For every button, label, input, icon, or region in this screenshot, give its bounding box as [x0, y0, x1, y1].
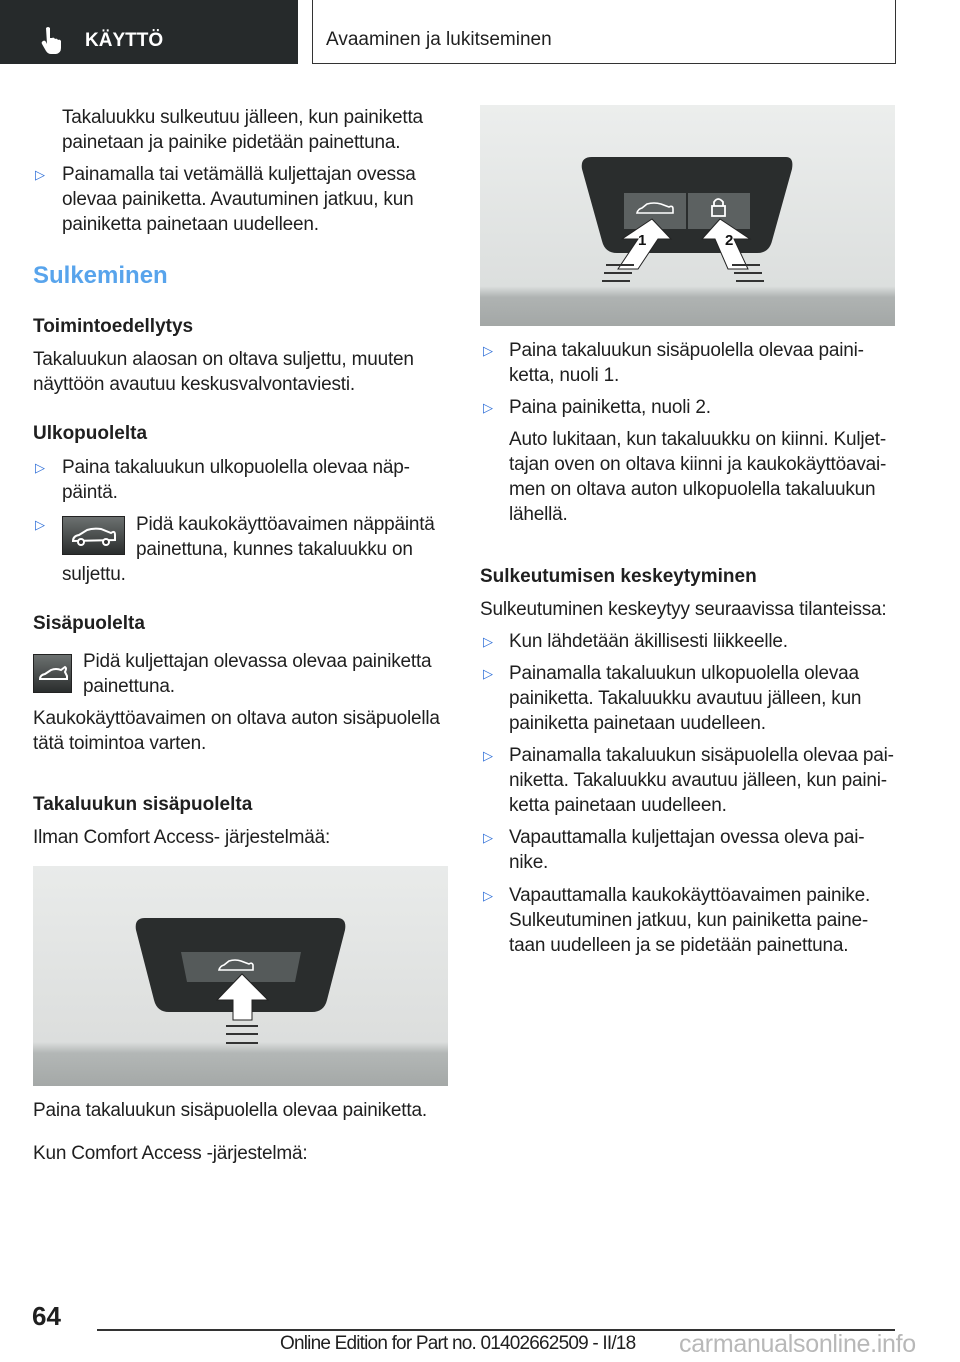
text-line: taan uudelleen ja se pidetään painettuna.	[509, 935, 849, 956]
arrow-2-label: 2	[725, 232, 734, 249]
bullet-icon: ▷	[483, 343, 493, 358]
text-line: Sulkeutuminen jatkuu, kun painiketta paine-	[509, 910, 868, 931]
subheading: Toimintoedellytys	[33, 316, 194, 337]
text-line: Auto lukitaan, kun takaluukku on kiinni. Kuljet-	[509, 429, 886, 450]
text-line: Pidä kaukokäyttöavaimen näppäintä	[136, 514, 435, 535]
bullet-icon: ▷	[35, 517, 45, 532]
page-number: 64	[32, 1301, 61, 1331]
text-line: Paina takaluukun sisäpuolella olevaa paini-	[509, 340, 864, 361]
arrow-1-label: 1	[638, 232, 647, 249]
text-line: niketta. Takaluukku avautuu jälleen, kun paini-	[509, 770, 887, 791]
paragraph	[33, 347, 414, 397]
section-heading: Sulkeminen	[33, 262, 168, 289]
text-line: painiketta painetaan uudelleen.	[62, 214, 319, 235]
text-line: tätä toimintoa varten.	[33, 733, 207, 754]
section-tab	[0, 0, 298, 64]
bullet-icon: ▷	[483, 748, 493, 763]
text-line: näyttöön avautuu keskusvalvontaviesti.	[33, 374, 355, 395]
subheading: Takaluukun sisäpuolelta	[33, 794, 253, 815]
hand-pointer-icon	[40, 26, 66, 54]
text-line: nike.	[509, 852, 549, 873]
section-label: KÄYTTÖ	[85, 30, 164, 51]
text-line: ketta painetaan uudelleen.	[509, 795, 727, 816]
bullet-icon: ▷	[483, 400, 493, 415]
text-line: Paina takaluukun ulkopuolella olevaa näp-	[62, 457, 410, 478]
text-line: lähellä.	[509, 504, 568, 525]
text-line: olevaa painiketta. Avautuminen jatkuu, kun	[62, 189, 414, 210]
list-item	[62, 455, 410, 505]
text-line: Vapauttamalla kuljettajan ovessa oleva pai-	[509, 827, 865, 848]
text-line: Paina painiketta, nuoli 2.	[509, 397, 711, 418]
list-item	[509, 743, 894, 818]
watermark: carmanualsonline.info	[679, 1330, 916, 1358]
text-line: painettuna, kunnes takaluukku on	[136, 539, 413, 560]
tailgate-inside-button-illustration	[33, 866, 448, 1086]
footer-edition: Online Edition for Part no. 01402662509 - II/18	[280, 1333, 636, 1354]
subheading: Ulkopuolelta	[33, 423, 148, 444]
text-line: Pidä kuljettajan olevassa olevaa painiketta	[83, 651, 432, 672]
tailgate-comfort-access-buttons-illustration	[480, 105, 895, 326]
chapter-title: Avaaminen ja lukitseminen	[326, 29, 552, 50]
paragraph: Sulkeutuminen keskeytyy seuraavissa tilanteissa:	[480, 599, 887, 620]
paragraph	[509, 427, 886, 527]
list-item	[509, 825, 864, 875]
text-line: suljettu.	[62, 564, 126, 585]
text-line: päintä.	[62, 482, 118, 503]
list-item	[509, 883, 870, 958]
paragraph	[83, 649, 431, 699]
text-line: ketta, nuoli 1.	[509, 365, 620, 386]
bullet-icon: ▷	[483, 666, 493, 681]
text-line: painiketta painetaan uudelleen.	[509, 713, 766, 734]
chapter-header	[312, 0, 896, 64]
remote-tailgate-button-icon	[62, 516, 125, 555]
text-line: painettuna.	[83, 676, 175, 697]
bullet-icon: ▷	[483, 830, 493, 845]
bullet-icon: ▷	[483, 888, 493, 903]
paragraph: Kun Comfort Access -järjestelmä:	[33, 1143, 308, 1164]
bullet-icon: ▷	[483, 634, 493, 649]
paragraph	[62, 105, 423, 155]
list-item	[62, 162, 416, 237]
list-item	[509, 338, 864, 388]
text-line: Painamalla takaluukun sisäpuolella olevaa pai-	[509, 745, 894, 766]
text-line: Painamalla takaluukun ulkopuolella olevaa	[509, 663, 859, 684]
list-item	[509, 661, 861, 736]
image-caption: Paina takaluukun sisäpuolella olevaa painiketta.	[33, 1100, 427, 1121]
driver-door-tailgate-button-icon	[33, 654, 72, 693]
list-item	[509, 395, 711, 420]
subheading: Sisäpuolelta	[33, 613, 145, 634]
list-item	[509, 629, 788, 654]
text-line: Vapauttamalla kaukokäyttöavaimen painike.	[509, 885, 871, 906]
text-line: tajan oven on oltava kiinni ja kaukokäyttöavai-	[509, 454, 887, 475]
text-line: men on oltava auton ulkopuolella takaluukun	[509, 479, 876, 500]
bullet-icon: ▷	[35, 167, 45, 182]
text-line: Painamalla tai vetämällä kuljettajan ovessa	[62, 164, 416, 185]
text-line: painiketta. Takaluukku avautuu jälleen, kun	[509, 688, 862, 709]
text-line: Kun lähdetään äkillisesti liikkeelle.	[509, 631, 788, 652]
text-line: Kaukokäyttöavaimen on oltava auton sisäpuolella	[33, 708, 440, 729]
paragraph: Ilman Comfort Access- järjestelmää:	[33, 827, 331, 848]
list-item	[136, 512, 435, 562]
subheading: Sulkeutumisen keskeytyminen	[480, 566, 757, 587]
text-line: Takaluukun alaosan on oltava suljettu, muuten	[33, 349, 414, 370]
paragraph	[33, 706, 440, 756]
text-line: painetaan ja painike pidetään painettuna.	[62, 132, 401, 153]
bullet-icon: ▷	[35, 460, 45, 475]
text-line: Takaluukku sulkeutuu jälleen, kun painiketta	[62, 107, 423, 128]
